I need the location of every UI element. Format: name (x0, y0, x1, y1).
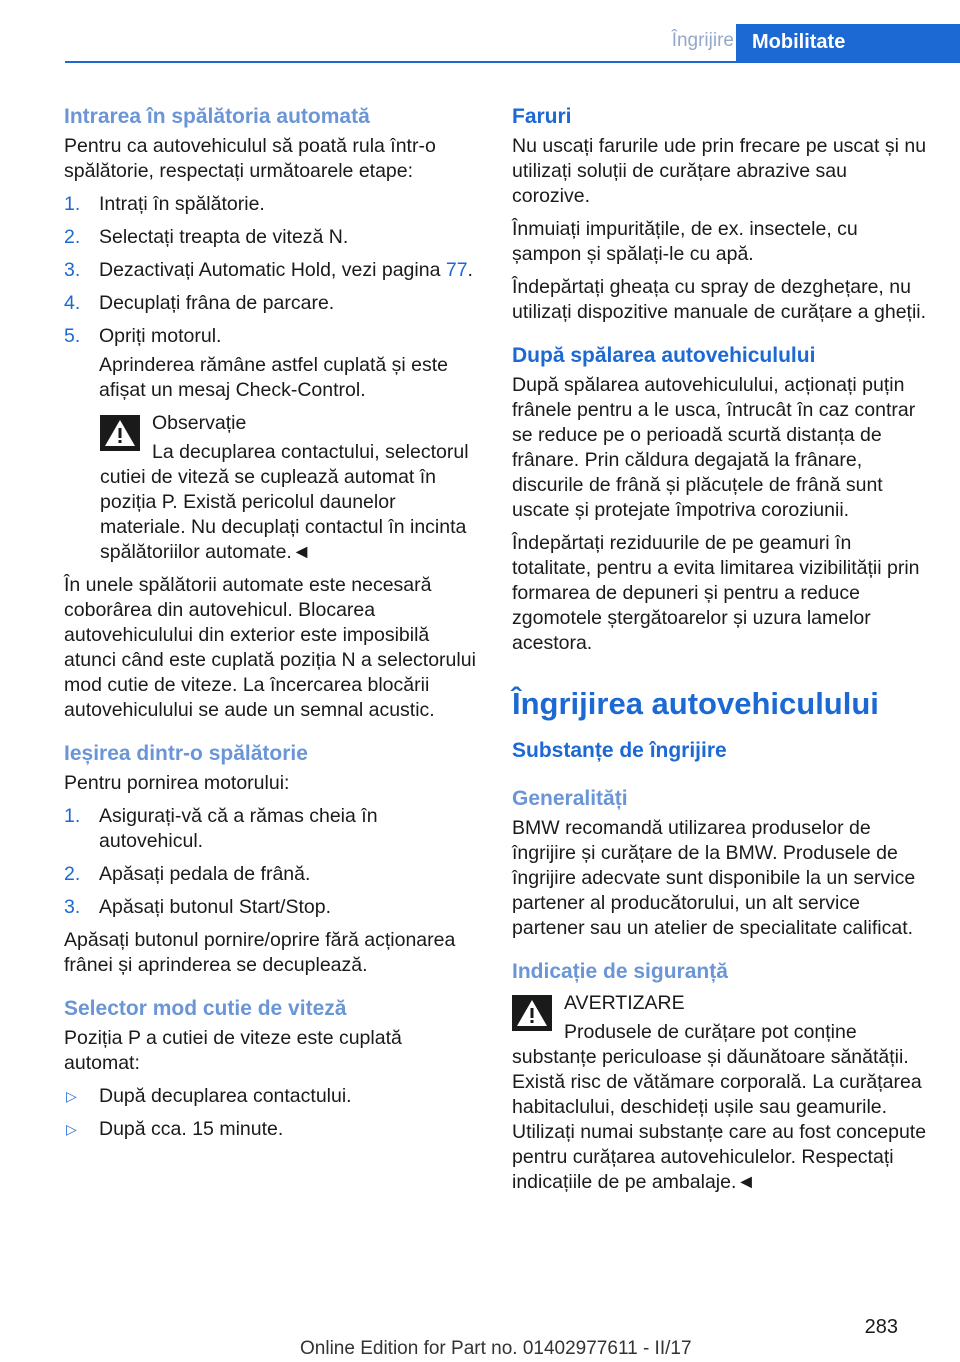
list-item (64, 291, 480, 316)
step-number: 1. (64, 805, 81, 827)
left-column (64, 104, 480, 1150)
section-title-gear-selector: Selector mod cutie de viteză (64, 997, 347, 1020)
step-text-tail: . (467, 259, 473, 281)
page-number: 283 (864, 1316, 898, 1338)
list-item (64, 324, 480, 403)
paragraph: Pentru ca autovehiculul să poată rula într-o spălătorie, respectați următoarele etape: (64, 135, 436, 182)
bullet-text: După cca. 15 minute. (99, 1118, 284, 1140)
list-item (64, 1084, 480, 1109)
triangle-bullet-icon: ▷ (66, 1121, 77, 1137)
tab-ingrijire[interactable]: Îngrijire (671, 30, 734, 51)
step-number: 1. (64, 193, 81, 215)
note-box (100, 411, 480, 565)
section-title-headlights: Faruri (512, 105, 572, 128)
chapter-title: Îngrijirea autovehiculului (512, 686, 879, 721)
page-link[interactable]: 77 (445, 259, 468, 281)
list-item (64, 258, 480, 283)
warning-title: AVERTIZARE (564, 992, 685, 1014)
section-title-general: Generalități (512, 787, 628, 810)
warning-icon (100, 415, 140, 451)
step-text: Opriți motorul. (99, 325, 222, 347)
paragraph: Pentru pornirea motorului: (64, 772, 290, 794)
paragraph: Apăsați butonul pornire/oprire fără acționarea frânei și aprinderea se decuplează. (64, 929, 456, 976)
step-number: 5. (64, 325, 81, 347)
paragraph: După spălarea autovehiculului, acționați puțin frânele pentru a le usca, întrucât în caz contrar se reduce pe o perioadă scurtă distanța de frânare. Prin căldura degajată la frânare, discurile de frână și plăcuțele de frână sunt uscate și protejate împotriva coroziunii. (512, 374, 916, 521)
list-item (64, 862, 480, 887)
paragraph: Nu uscați farurile ude prin frecare pe uscat și nu utilizați soluții de curățare abrazive sau corozive. (512, 135, 927, 207)
step-subtext: Aprinderea rămâne astfel cuplată și este afișat un mesaj Check-Control. (99, 354, 449, 401)
page-footer (0, 1316, 960, 1362)
step-number: 3. (64, 896, 81, 918)
step-text: Asigurați-vă că a rămas cheia în autovehicul. (99, 805, 378, 852)
warning-box (512, 991, 928, 1195)
page-header (0, 24, 960, 62)
list-item (64, 225, 480, 250)
note-text: La decuplarea contactului, selectorul cutiei de viteză se cuplează automat în poziția P. Există pericolul daunelor materiale. Nu decuplați contactul în incinta spălătoriilor automate.◄ (100, 441, 469, 563)
step-text: Selectați treapta de viteză N. (99, 226, 349, 248)
list-item (64, 804, 480, 854)
step-text: Apăsați butonul Start/Stop. (99, 896, 331, 918)
warning-text: Produsele de curățare pot conține substanțe periculoase și dăunătoare sănătății. Există risc de vătămare corporală. La curățarea habitaclului, deschideți ușile sau geamurile. Utilizați numai substanțe care au fost concepute pentru curățarea autovehiculelor. Respectați indicațiile de pe ambalaje.◄ (512, 1021, 927, 1193)
section-title-care-products: Substanțe de îngrijire (512, 739, 727, 762)
section-title-after-wash: După spălarea autovehiculului (512, 344, 816, 367)
steps-list-exit (64, 804, 480, 920)
list-item (64, 192, 480, 217)
section-title-car-wash-entry: Intrarea în spălătoria automată (64, 105, 370, 128)
step-text: Apăsați pedala de frână. (99, 863, 311, 885)
step-text: Dezactivați Automatic Hold, vezi pagina (99, 259, 446, 281)
step-text: Intrați în spălătorie. (99, 193, 265, 215)
section-title-safety: Indicație de siguranță (512, 960, 728, 983)
paragraph: BMW recomandă utilizarea produselor de îngrijire și curățare de la BMW. Produsele de îngrijire adecvate sunt disponibile la un service partener al producătorului, un alt service partener sau un atelier de specialitate calificat. (512, 817, 916, 939)
paragraph: Îndepărtați gheața cu spray de dezghețare, nu utilizați dispozitive manuale de curățare a gheții. (512, 276, 927, 323)
warning-icon (512, 995, 552, 1031)
note-title: Observație (152, 412, 247, 434)
step-number: 2. (64, 226, 81, 248)
paragraph: Înmuiați impuritățile, de ex. insectele, cu șampon și spălați-le cu apă. (512, 218, 858, 265)
bullet-text: După decuplarea contactului. (99, 1085, 352, 1107)
triangle-bullet-icon: ▷ (66, 1088, 77, 1104)
edition-text: Online Edition for Part no. 01402977611 - II/17 (300, 1338, 692, 1359)
paragraph: În unele spălătorii automate este necesară coborârea din autovehicul. Blocarea autovehiculului din exterior este imposibilă atunci când este cuplată poziția N a selectorului mod cutie de viteze. La încercarea blocării autovehiculului se aude un semnal acustic. (64, 574, 476, 721)
section-title-car-wash-exit: Ieșirea dintr-o spălătorie (64, 742, 308, 765)
step-text: Decuplați frâna de parcare. (99, 292, 335, 314)
step-number: 2. (64, 863, 81, 885)
list-item (64, 1117, 480, 1142)
step-number: 3. (64, 259, 81, 281)
paragraph: Îndepărtați reziduurile de pe geamuri în totalitate, pentru a evita limitarea vizibilității prin formarea de depuneri și pentru a reduce zgomotele ștergătoarelor și uzura lamelor acestora. (512, 532, 920, 654)
tab-mobilitate[interactable]: Mobilitate (736, 24, 960, 61)
steps-list-entry (64, 192, 480, 403)
header-rule (65, 61, 960, 63)
right-column (512, 104, 928, 1203)
list-item (64, 895, 480, 920)
step-number: 4. (64, 292, 81, 314)
bullet-list (64, 1084, 480, 1142)
paragraph: Poziția P a cutiei de viteze este cuplată automat: (64, 1027, 402, 1074)
